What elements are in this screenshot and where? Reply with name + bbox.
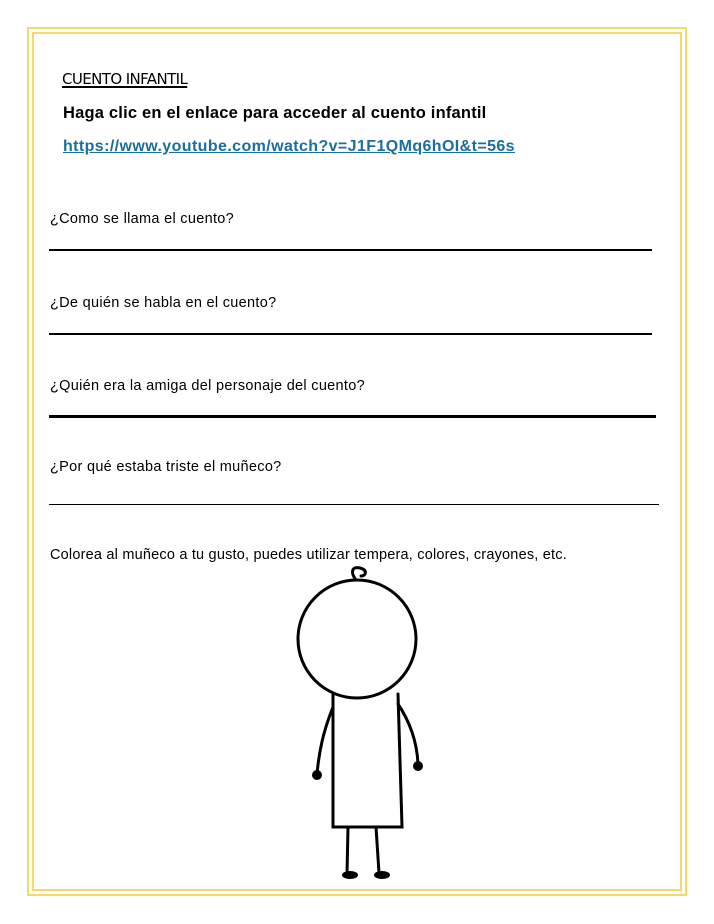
instruction-text: Haga clic en el enlace para acceder al cuento infantil xyxy=(63,104,487,122)
answer-line-3[interactable] xyxy=(49,415,656,418)
question-4: ¿Por qué estaba triste el muñeco? xyxy=(50,459,282,475)
question-3: ¿Quién era la amiga del personaje del cuento? xyxy=(50,378,365,394)
question-2: ¿De quién se habla en el cuento? xyxy=(50,295,277,311)
story-link[interactable]: https://www.youtube.com/watch?v=J1F1QMq6hOI&t=56s xyxy=(63,138,515,155)
heading-text: CUENTO INFANTIL xyxy=(62,70,188,88)
coloring-instruction: Colorea al muñeco a tu gusto, puedes utilizar tempera, colores, crayones, etc. xyxy=(50,547,567,563)
worksheet-heading xyxy=(50,70,187,88)
doll-outline-icon xyxy=(290,562,430,887)
answer-line-4[interactable] xyxy=(49,504,659,505)
question-1: ¿Como se llama el cuento? xyxy=(50,211,234,227)
answer-line-2[interactable] xyxy=(49,333,652,335)
answer-line-1[interactable] xyxy=(49,249,652,251)
